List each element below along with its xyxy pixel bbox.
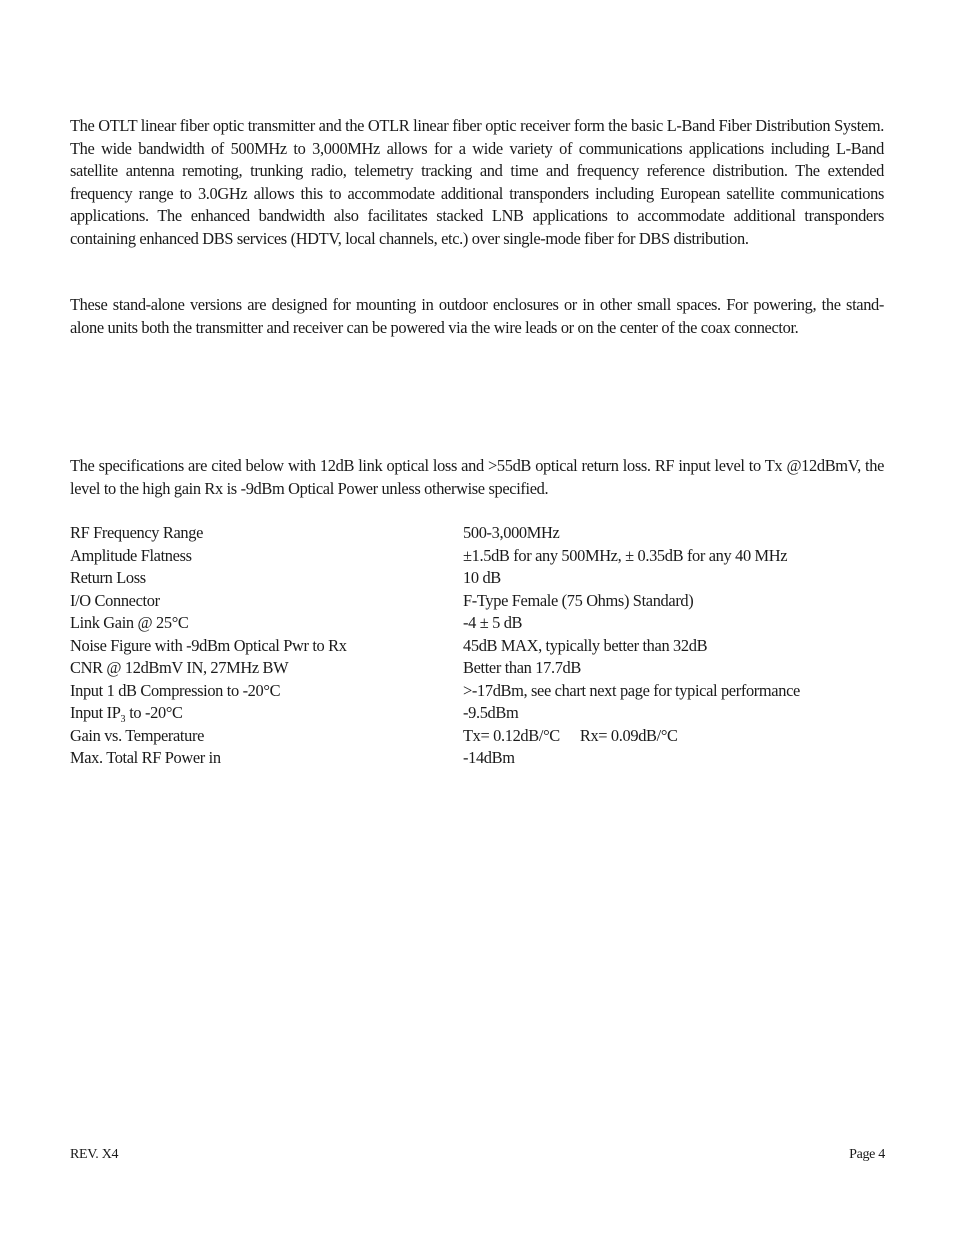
spec-row-input-ip3	[70, 702, 884, 725]
spec-value: 45dB MAX, typically better than 32dB	[463, 635, 708, 655]
spec-row-cnr	[70, 657, 884, 680]
spec-label: I/O Connector	[70, 590, 160, 610]
footer-page-number: Page 4	[849, 1147, 885, 1162]
spec-row-amplitude-flatness	[70, 545, 884, 568]
spec-row-return-loss	[70, 567, 884, 590]
spec-label-suffix: to -20°C	[125, 703, 183, 722]
intro-paragraph: The OTLT linear fiber optic transmitter and the OTLR linear fiber optic receiver form the basic L-Band Fiber Distribution System. The wide bandwidth of 500MHz to 3,000MHz allows for a wide variety of communications applications including L-Band satellite antenna remoting, trunking radio, telemetry tracking and time and frequency reference distribution. The extended frequency range to 3.0GHz allows this to accommodate additional transponders including European satellite communications applications. The enhanced bandwidth also facilitates stacked LNB applications to accommodate additional transponders containing enhanced DBS services (HDTV, local channels, etc.) over single-mode fiber for DBS distribution.	[70, 116, 884, 248]
spec-value: Better than 17.7dB	[463, 658, 581, 677]
spec-value: 500-3,000MHz	[463, 523, 560, 542]
spec-label: Gain vs. Temperature	[70, 725, 205, 745]
specifications-intro-paragraph: The specifications are cited below with 12dB link optical loss and >55dB optical return loss. RF input level to Tx @12dBmV, the level to the high gain Rx is -9dBm Optical Power unless otherwise specified.	[70, 456, 884, 498]
spec-row-max-rf-power	[70, 747, 884, 770]
spec-label: Amplitude Flatness	[70, 545, 192, 565]
spec-value-rx: Rx= 0.09dB/°C	[579, 725, 678, 745]
spec-value: -14dBm	[463, 748, 515, 767]
spec-row-input-compression	[70, 680, 884, 703]
spec-label: Return Loss	[70, 568, 146, 587]
spec-value: -4 ± 5 dB	[463, 613, 523, 632]
spec-row-link-gain	[70, 612, 884, 635]
spec-row-io-connector	[70, 590, 884, 613]
spec-value: -9.5dBm	[463, 703, 519, 722]
spec-value-tx: Tx= 0.12dB/°C	[463, 725, 560, 745]
spec-label: CNR @ 12dBmV IN, 27MHz BW	[70, 658, 289, 677]
spec-value	[463, 725, 678, 748]
spec-value: F-Type Female (75 Ohms) Standard)	[463, 590, 694, 610]
spec-row-noise-figure	[70, 635, 884, 658]
spec-label: Noise Figure with -9dBm Optical Pwr to Rx	[70, 635, 347, 655]
spec-value: >-17dBm, see chart next page for typical performance	[463, 680, 800, 700]
specifications-table	[70, 522, 884, 770]
footer-revision: REV. X4	[70, 1147, 119, 1162]
spec-value: 10 dB	[463, 568, 501, 587]
spec-row-gain-vs-temperature	[70, 725, 884, 748]
spec-row-rf-frequency-range	[70, 522, 884, 545]
spec-label: Max. Total RF Power in	[70, 748, 221, 767]
spec-label: Link Gain @ 25°C	[70, 613, 189, 632]
spec-label: RF Frequency Range	[70, 523, 203, 542]
spec-value: ±1.5dB for any 500MHz, ± 0.35dB for any 40 MHz	[463, 545, 788, 565]
spec-label: Input 1 dB Compression to -20°C	[70, 680, 281, 700]
powering-paragraph: These stand-alone versions are designed for mounting in outdoor enclosures or in other small spaces. For powering, the stand-alone units both the transmitter and receiver can be powered via the wire leads or on the center of the coax connector.	[70, 295, 884, 337]
spec-label-subscript: 3	[120, 714, 126, 725]
spec-label-prefix: Input IP	[70, 703, 121, 722]
